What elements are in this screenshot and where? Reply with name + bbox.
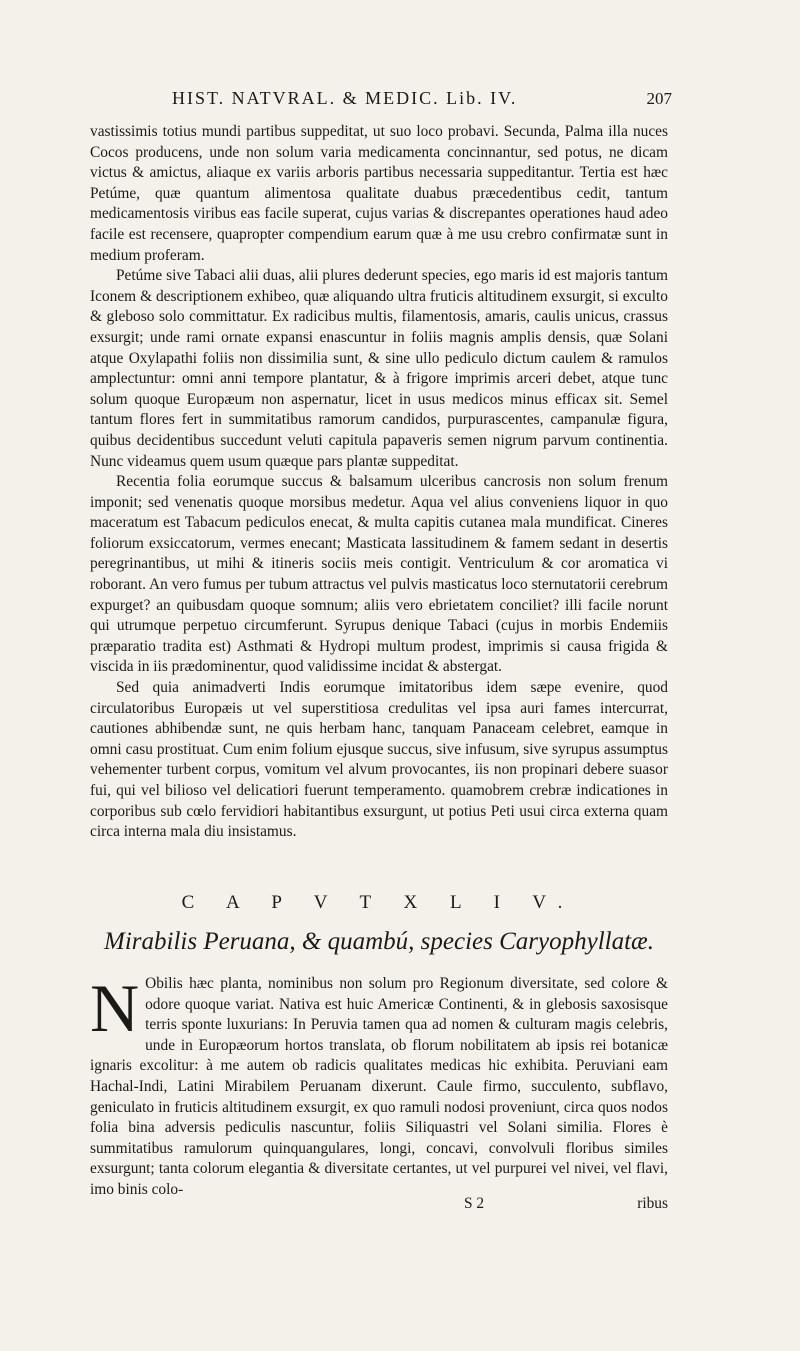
- paragraph: Sed quia animadverti Indis eorumque imitatoribus idem sæpe evenire, quod circulatoribus Europæis ut vel superstitiosa credulitas vel ipsa auri fames intercurrat, cautiones abhibendæ sunt, ne quis herbam hanc, tanquam Panaceam celebret, eamque in omni casu prostituat. Cum enim folium ejusque succus, sive infusum, sive syrupus assumptus vehementer turbent corpus, vomitum vel alvum provocantes, iis non propinari debere suasor fui, qui vel bilioso vel delicatiori fuerunt temperamento. quamobrem crebræ indicationes in corporibus sub cœlo fervidiori habitantibus exsurgunt, ut potius Peti usui circa externa quam circa interna mala diu insistamus.: [90, 679, 668, 841]
- chapter-heading: C A P V T X L I V.: [181, 892, 577, 913]
- body-text-section: [90, 122, 668, 843]
- catchword: ribus: [637, 1195, 668, 1212]
- paragraph: Petúme sive Tabaci alii duas, alii plures dederunt species, ego maris id est majoris tantum Iconem & descriptionem exhibeo, quæ aliquando ultra fruticis altitudinem exsurgit, si exculto & gleboso solo committatur. Ex radicibus multis, filamentosis, amaris, caulis unicus, crassus exsurgit; unde rami ornate expansi enascuntur in foliis magnis amplis densis, quæ Solani atque Oxylapathi foliis non dissimilia sunt, & sine ullo pediculo dictum caulem & ramulos amplectuntur: omni anni tempore plantatur, & à frigore imprimis arceri debet, atque tunc solum quoque Europæum non aspernatur, licet in usus medicos minus efficax sit. Semel tantum flores fert in summitatibus ramorum candidos, purpurascentes, campanulæ figura, quibus decidentibus succedunt veluti capitula papaveris semen nigrum parvum continentia. Nunc videamus quem usum quæque pars plantæ suppeditat.: [90, 267, 668, 470]
- paragraph-text: Obilis hæc planta, nominibus non solum pro Regionum diversitate, sed colore & odore quoque variat. Nativa est huic Americæ Continenti, & in glebosis saxosisque terris sponte luxurians: In Peruvia tamen qua ad nomen & culturam magis celebris, unde in Europæorum hortos translata, ob florum nobilitatem ab ipsis rei botanicæ ignaris excolitur: à me autem ob radicis qualitates medicas hic exhibita. Peruviani eam Hachal-Indi, Latini Mirabilem Peruanam dixerunt. Caule firmo, succulento, subflavo, geniculato in fruticis altitudinem exsurgit, ex quo ramuli nodosi proveniunt, circa quos nodos folia bina adversis pediculis nascuntur, foliis Siliquastri vel Solani similia. Flores è summitatibus ramulorum quinquangulares, longi, concavi, convolvuli floribus similes exsurgunt; tanta colorum elegantia & diversitate certantes, ut vel purpurei vel nivei, vel flavi, imo binis colo-: [90, 975, 668, 1198]
- page-footer: [90, 1195, 668, 1217]
- header-title: HIST. NATVRAL. & MEDIC. Lib. IV.: [172, 88, 518, 108]
- signature-mark: S 2: [464, 1195, 485, 1212]
- drop-cap: N: [90, 970, 140, 1046]
- running-header: [172, 88, 672, 114]
- chapter-title: Mirabilis Peruana, & quambú, species Caryophyllatæ.: [104, 928, 654, 955]
- paragraph: [90, 970, 668, 1201]
- chapter-body-text: [90, 970, 668, 1201]
- page-number: 207: [646, 89, 672, 108]
- paragraph: vastissimis totius mundi partibus suppeditat, ut suo loco probavi. Secunda, Palma illa nuces Cocos producens, unde non solum varia medicamenta concinnantur, sed potus, ne dicam victus & amictus, aliaque ex variis arboris partibus necessaria suppeditantur. Tertia est hæc Petúme, quæ quantum alimentosa qualitate duabus præcedentibus cedit, tantum medicamentosis viribus eas facile superat, cujus varias & discrepantes operationes haud adeo facile est recensere, quapropter compendium earum quæ à me usu crebro confirmatæ sunt in medium proferam.: [90, 123, 668, 264]
- paragraph: Recentia folia eorumque succus & balsamum ulceribus cancrosis non solum frenum imponit; sed venenatis quoque morsibus medetur. Aqua vel alius conveniens liquor in quo maceratum est Tabacum pediculos enecat, & multa capitis cutanea mala mundificat. Cineres foliorum exsiccatorum, vermes enecant; Masticata lassitudinem & famem sedant in desertis peregrinantibus, ut mihi & itineris sociis meis contigit. Ventriculum & cor aromatica vi roborant. An vero fumus per tubum attractus vel pulvis masticatus loco sternutatorii cerebrum expurget? an quibusdam quoque somnum; aliis vero ebrietatem conciliet? illi facile norunt qui utrumque perpetuo circumferunt. Syrupus denique Tabaci (cujus in morbis Endemiis præparatio tradita est) Asthmati & Hydropi multum prodest, imprimis si causa frigida & viscida in iis prædominentur, quod validissime incidat & abstergat.: [90, 473, 668, 676]
